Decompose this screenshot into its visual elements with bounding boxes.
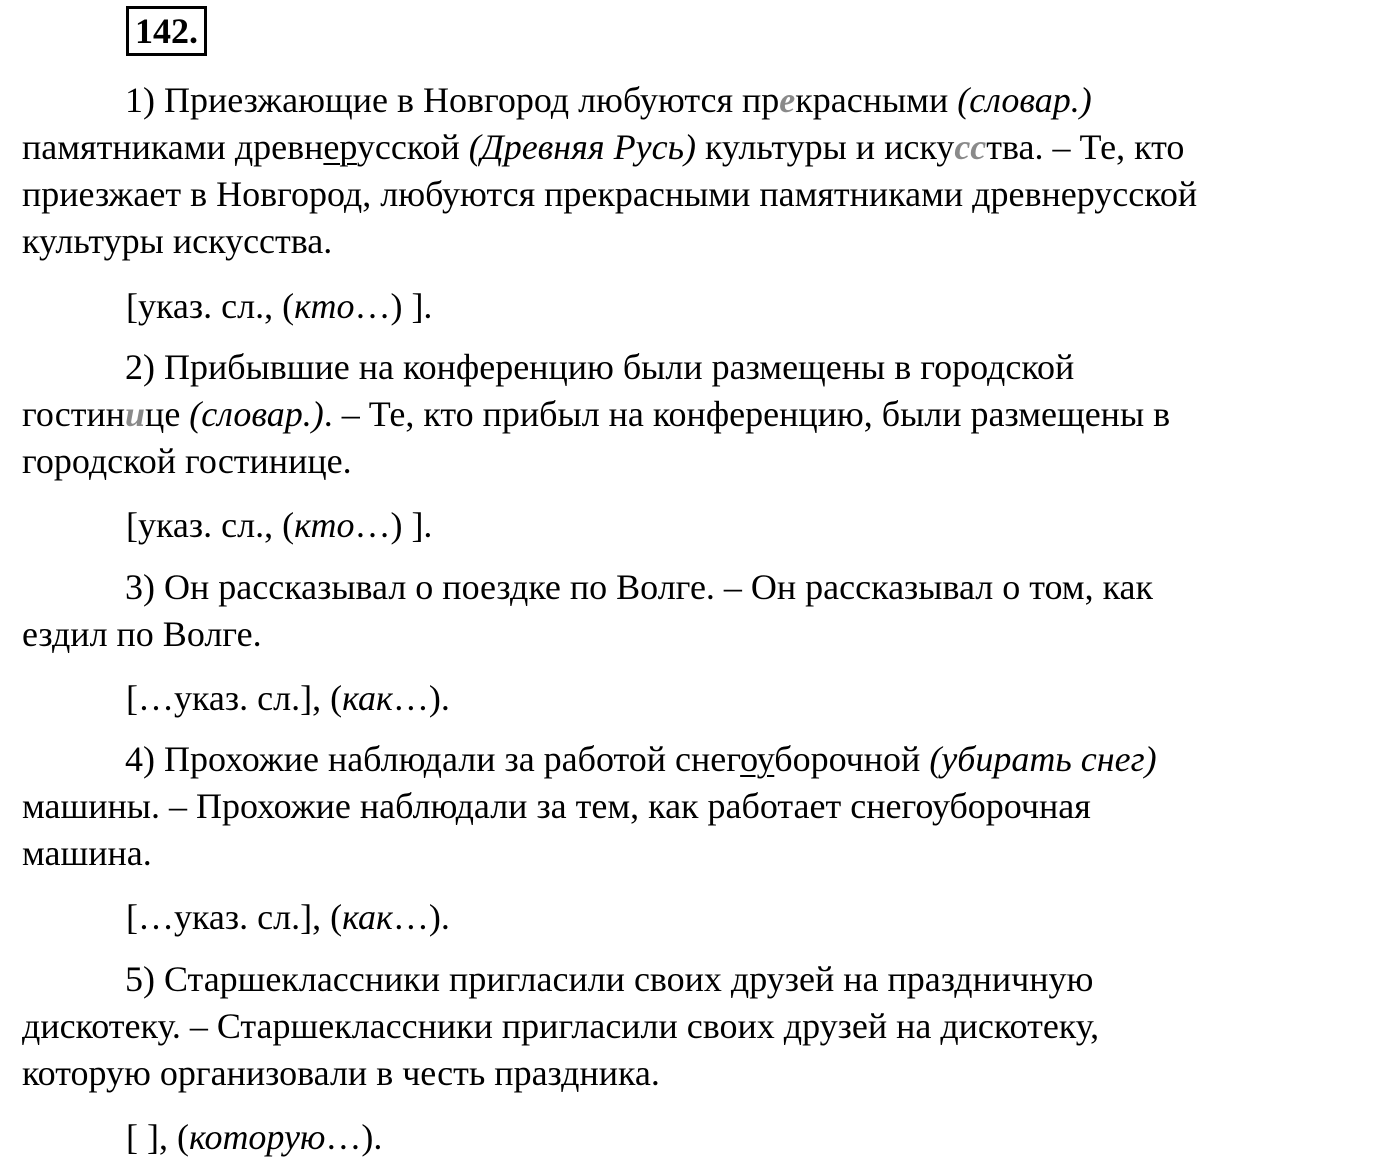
sentence-scheme-4: […указ. сл.], (как…). (126, 897, 450, 937)
highlighted-letter: е (779, 80, 796, 120)
dictionary-note: (словар.) (957, 80, 1092, 120)
dictionary-note: (словар.) (189, 394, 324, 434)
text-line: 5) Старшеклассники пригласили своих друзей на праздничную (125, 959, 1094, 999)
sentence-item-3 (22, 564, 1382, 658)
text-line: гостинице (словар.). – Те, кто прибыл на конференцию, были размещены в (22, 394, 1171, 434)
sentence-item-2 (22, 344, 1382, 485)
text-line: городской гостинице. (22, 441, 352, 481)
highlighted-letter: сс (954, 127, 987, 167)
text-line: машины. – Прохожие наблюдали за тем, как работает снегоуборочная (22, 786, 1091, 826)
sentence-item-4 (22, 736, 1382, 877)
text-line: дискотеку. – Старшеклассники пригласили своих друзей на дискотеку, (22, 1006, 1100, 1046)
exercise-number: 142. (126, 6, 207, 56)
text-line: культуры искусства. (22, 221, 333, 261)
sentence-scheme-1: [указ. сл., (кто…) ]. (126, 286, 433, 326)
text-line: машина. (22, 833, 152, 873)
sentence-scheme-2: [указ. сл., (кто…) ]. (126, 505, 433, 545)
sentence-item-5 (22, 956, 1382, 1097)
text-line: 1) Приезжающие в Новгород любуются прекрасными (словар.) (125, 80, 1092, 120)
underlined-letters: оу (740, 739, 775, 779)
origin-note: (Древняя Русь) (468, 127, 696, 167)
origin-note: (убирать снег) (929, 739, 1157, 779)
highlighted-letter: и (125, 394, 146, 434)
sentence-scheme-5: [ ], (которую…). (126, 1117, 383, 1157)
text-line: приезжает в Новгород, любуются прекрасными памятниками древнерусской (22, 174, 1198, 214)
text-line: 3) Он рассказывал о поездке по Волге. – Он рассказывал о том, как (125, 567, 1154, 607)
text-line: ездил по Волге. (22, 614, 262, 654)
sentence-scheme-3: […указ. сл.], (как…). (126, 678, 450, 718)
underlined-letters: ер (323, 127, 357, 167)
text-line: которую организовали в честь праздника. (22, 1053, 660, 1093)
text-line: 4) Прохожие наблюдали за работой снегоуборочной (убирать снег) (125, 739, 1157, 779)
sentence-item-1 (22, 77, 1382, 265)
text-line: 2) Прибывшие на конференцию были размещены в городской (125, 347, 1075, 387)
text-line: памятниками древнерусской (Древняя Русь) культуры и искусства. – Те, кто (22, 127, 1185, 167)
